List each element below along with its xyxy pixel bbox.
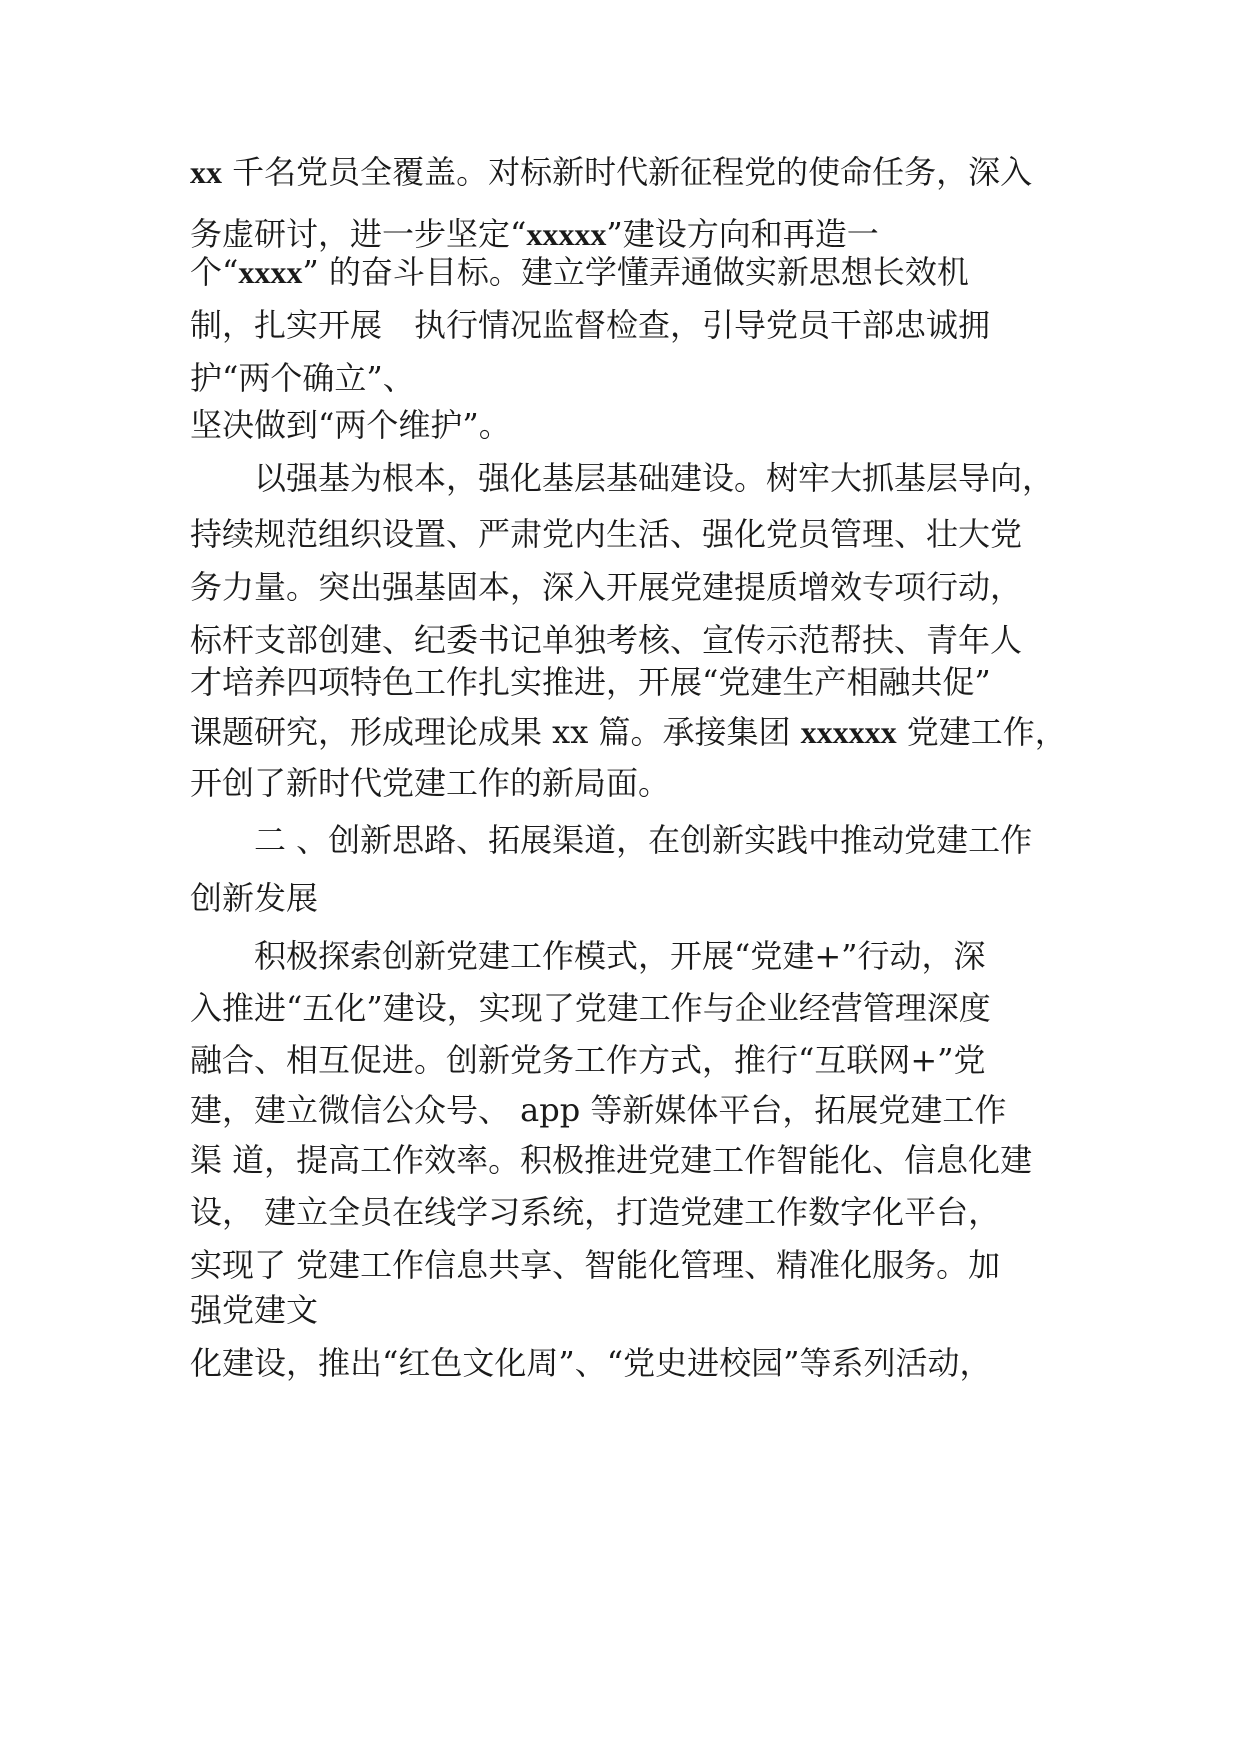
text-segment: 积极探索创新党建工作模式，开展“党建+”行动，深 <box>190 937 986 975</box>
text-line <box>190 1140 1032 1180</box>
text-line <box>190 252 969 292</box>
text-line <box>190 1245 1000 1285</box>
text-segment: 制，扎实开展 执行情况监督检查，引导党员干部忠诚拥 <box>190 306 991 344</box>
text-line <box>190 458 1054 498</box>
text-line <box>190 358 415 398</box>
text-segment: 开创了新时代党建工作的新局面。 <box>190 764 671 802</box>
text-segment: 课题研究，形成理论成果 xx 篇。承接集团 <box>190 713 801 751</box>
text-line <box>190 152 1032 192</box>
text-line <box>190 1090 1006 1130</box>
text-segment: 化建设，推出“红色文化周”、“党史进校园”等系列活动， <box>190 1344 992 1382</box>
text-segment: 创新发展 <box>190 879 319 917</box>
text-segment: 渠 道，提高工作效率。积极推进党建工作智能化、信息化建 <box>190 1141 1033 1179</box>
text-line <box>190 936 986 976</box>
text-segment: 建，建立微信公众号、 app 等新媒体平台，拓展党建工作 <box>190 1091 1007 1129</box>
text-line <box>190 1040 986 1080</box>
text-line <box>190 405 511 445</box>
text-line <box>190 712 1067 752</box>
placeholder-text: xxxxx <box>526 216 607 252</box>
text-segment: 标杆支部创建、纪委书记单独考核、宣传示范帮扶、青年人 <box>190 621 1023 659</box>
text-segment: 务力量。突出强基固本，深入开展党建提质增效专项行动， <box>190 568 1023 606</box>
text-segment: 设， 建立全员在线学习系统，打造党建工作数字化平台， <box>190 1193 1001 1231</box>
text-segment: ” 的奋斗目标。建立学懂弄通做实新思想长效机 <box>302 253 969 291</box>
text-line <box>190 988 991 1028</box>
text-line <box>190 1343 991 1383</box>
text-segment: 实现了 党建工作信息共享、智能化管理、精准化服务。加 <box>190 1246 1001 1284</box>
placeholder-text: xxxxxx <box>800 714 897 750</box>
text-line <box>190 305 990 345</box>
text-line <box>190 567 1022 607</box>
text-line <box>190 820 1032 860</box>
text-segment: 以强基为根本，强化基层基础建设。树牢大抓基层导向， <box>190 459 1055 497</box>
text-line <box>190 1290 318 1330</box>
text-segment: 持续规范组织设置、严肃党内生活、强化党员管理、壮大党 <box>190 515 1023 553</box>
text-line <box>190 1192 1000 1232</box>
text-segment: ”建设方向和再造一 <box>606 215 879 253</box>
text-line <box>190 763 670 803</box>
text-segment: 党建工作， <box>896 713 1067 751</box>
text-line <box>190 662 991 702</box>
text-segment: 入推进“五化”建设，实现了党建工作与企业经营管理深度 <box>190 989 991 1027</box>
text-line <box>190 878 318 918</box>
text-segment: 护“两个确立”、 <box>190 359 415 397</box>
text-segment: 才培养四项特色工作扎实推进，开展“党建生产相融共促” <box>190 663 991 701</box>
text-line <box>190 514 1022 554</box>
text-segment: 千名党员全覆盖。对标新时代新征程党的使命任务，深入 <box>222 153 1033 191</box>
text-segment: 个“ <box>190 253 239 291</box>
text-segment: 融合、相互促进。创新党务工作方式，推行“互联网+”党 <box>190 1041 986 1079</box>
text-line <box>190 620 1022 660</box>
placeholder-text: xx <box>190 154 222 190</box>
text-segment: 强党建文 <box>190 1291 319 1329</box>
placeholder-text: xxxx <box>238 254 303 290</box>
text-line <box>190 214 879 254</box>
text-segment: 务虚研讨，进一步坚定“ <box>190 215 527 253</box>
text-segment: 二 、创新思路、拓展渠道，在创新实践中推动党建工作 <box>190 821 1033 859</box>
text-segment: 坚决做到“两个维护”。 <box>190 406 511 444</box>
